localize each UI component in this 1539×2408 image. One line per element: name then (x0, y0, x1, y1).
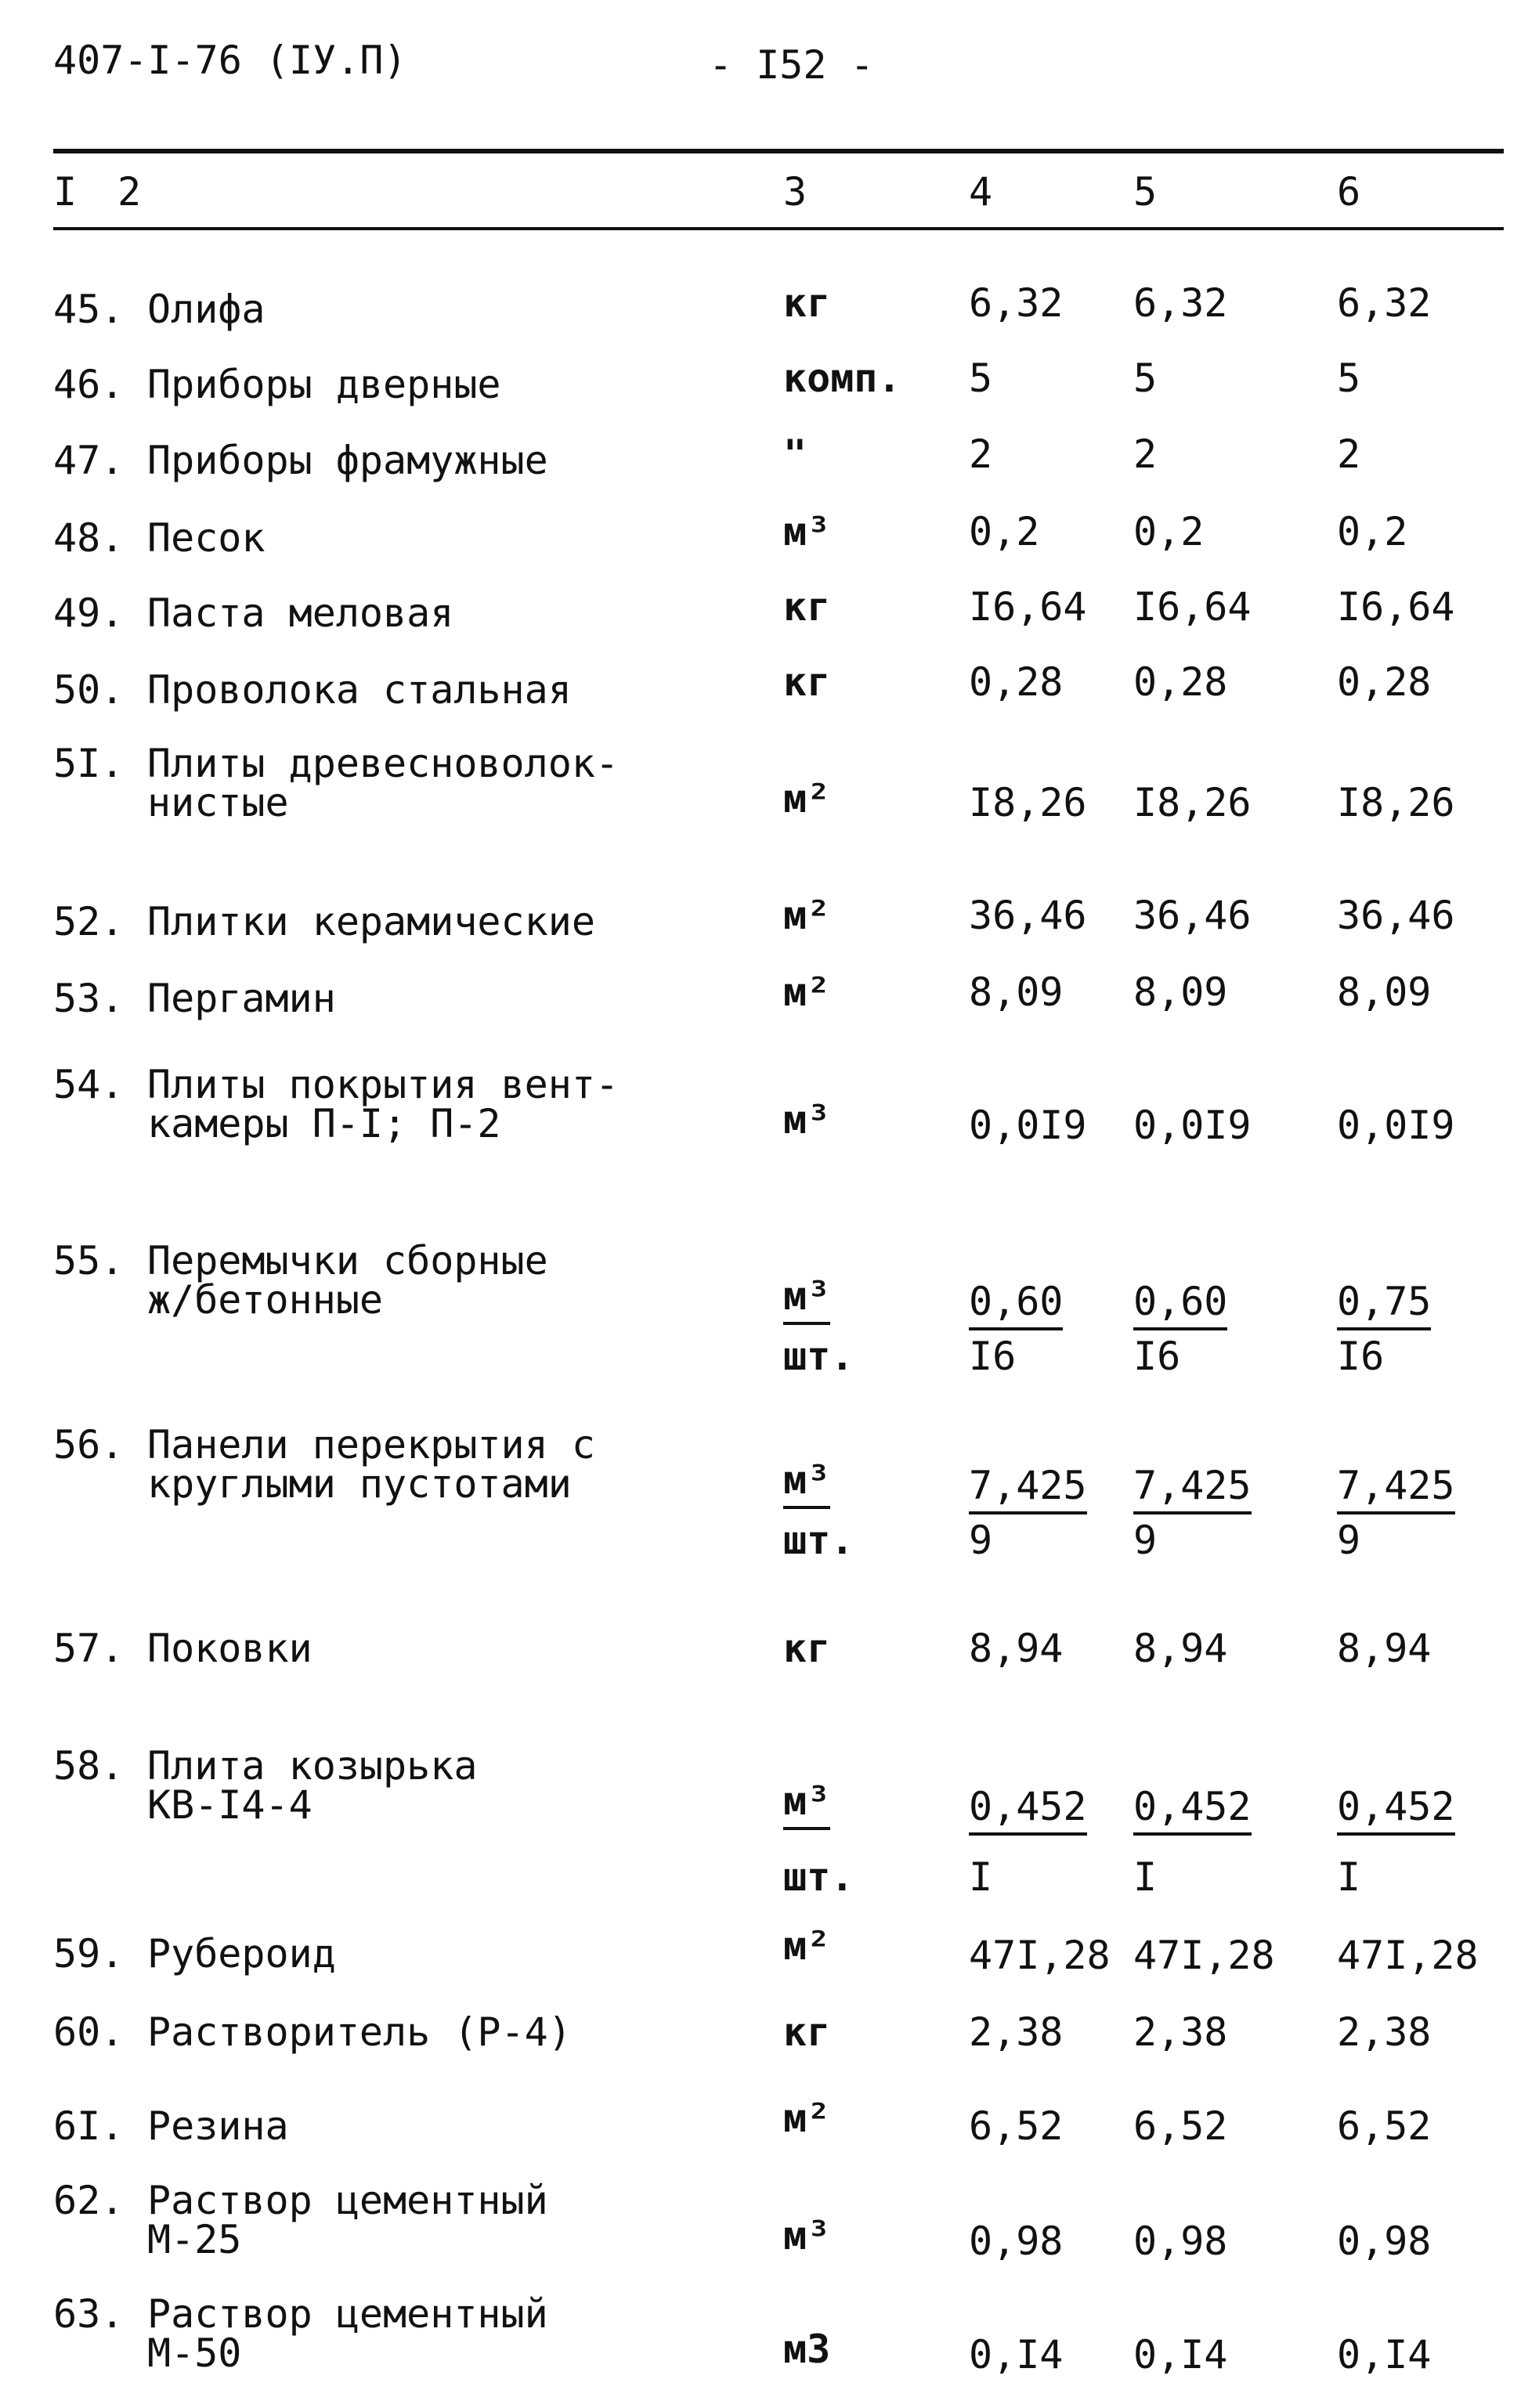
row-number: 54. (53, 1062, 125, 1107)
column-header-2: 2 (117, 169, 142, 215)
material-name: М-50 (147, 2330, 242, 2376)
quantity-cell-v4: 5 (969, 356, 993, 401)
unit-cell: комп. (783, 356, 901, 401)
quantity-cell-v6: 0,2 (1337, 509, 1408, 554)
row-number: 63. (53, 2291, 125, 2337)
row-number: 6I. (53, 2103, 125, 2149)
quantity-cell-v4: 0,0I9 (969, 1103, 1087, 1148)
unit-cell-pieces: шт. (783, 1334, 854, 1379)
row-number: 5I. (53, 741, 125, 786)
pieces-cell-v4: 9 (969, 1518, 993, 1563)
quantity-cell-v6: 0,0I9 (1337, 1103, 1455, 1148)
quantity-cell-v6: 5 (1337, 356, 1361, 401)
material-name: КВ-I4-4 (147, 1782, 312, 1828)
unit-cell: кг (783, 659, 831, 705)
unit-cell-pieces: шт. (783, 1518, 854, 1563)
material-name: камеры П-I; П-2 (147, 1101, 501, 1146)
unit-cell: м³ (783, 1782, 830, 1830)
material-name: Поковки (147, 1626, 312, 1671)
pieces-cell-v5: 9 (1133, 1518, 1158, 1563)
quantity-cell-v6: 6,32 (1337, 280, 1432, 326)
quantity-cell-v5: 0,28 (1133, 659, 1228, 705)
unit-cell: м² (783, 776, 831, 821)
quantity-cell-v6: 8,09 (1337, 969, 1432, 1015)
quantity-cell-v6: 0,28 (1337, 659, 1432, 705)
quantity-cell-v5: 6,32 (1133, 280, 1228, 326)
quantity-cell-v6: 0,I4 (1337, 2332, 1432, 2377)
quantity-cell-v4: 0,28 (969, 659, 1064, 705)
quantity-cell-v4: 6,32 (969, 280, 1064, 326)
pieces-cell-v6: 9 (1337, 1518, 1361, 1563)
material-name: Рубероид (147, 1931, 336, 1977)
quantity-cell-v4: 2 (969, 431, 993, 477)
material-name: Плиты древесноволок- (147, 741, 620, 786)
row-number: 49. (53, 590, 125, 636)
quantity-cell-v6: 0,75 (1337, 1282, 1431, 1330)
quantity-cell-v4: 47I,28 (969, 1933, 1111, 1978)
row-number: 46. (53, 362, 125, 407)
quantity-cell-v5: 0,452 (1133, 1787, 1252, 1836)
material-name: Раствор цементный (147, 2291, 548, 2337)
material-name: Песок (147, 515, 266, 561)
column-header-5: 5 (1133, 169, 1158, 215)
quantity-cell-v6: 0,98 (1337, 2218, 1432, 2264)
quantity-cell-v5: 8,94 (1133, 1626, 1228, 1671)
quantity-cell-v5: 6,52 (1133, 2103, 1228, 2149)
quantity-cell-v5: 2,38 (1133, 2009, 1228, 2055)
quantity-cell-v4: I8,26 (969, 780, 1087, 825)
quantity-cell-v5: 8,09 (1133, 969, 1228, 1015)
quantity-cell-v5: 0,I4 (1133, 2332, 1228, 2377)
quantity-cell-v4: 7,425 (969, 1466, 1087, 1514)
unit-cell: м3 (783, 2327, 831, 2372)
unit-cell: м³ (783, 1460, 830, 1509)
quantity-cell-v5: 36,46 (1133, 893, 1252, 938)
pieces-cell-v5: I (1133, 1854, 1158, 1900)
row-number: 60. (53, 2009, 125, 2055)
quantity-cell-v5: 47I,28 (1133, 1933, 1275, 1978)
quantity-cell-v4: 0,2 (969, 509, 1040, 554)
unit-cell: кг (783, 2009, 831, 2055)
unit-cell: кг (783, 584, 831, 630)
quantity-cell-v6: 6,52 (1337, 2103, 1432, 2149)
row-number: 53. (53, 976, 125, 1021)
material-name: Растворитель (Р-4) (147, 2009, 572, 2055)
material-name: Раствор цементный (147, 2178, 548, 2223)
quantity-cell-v6: 2 (1337, 431, 1361, 477)
unit-cell: м³ (783, 1097, 831, 1143)
quantity-cell-v4: 0,452 (969, 1787, 1087, 1836)
quantity-cell-v6: 47I,28 (1337, 1933, 1479, 1978)
unit-cell: м³ (783, 1276, 830, 1325)
row-number: 59. (53, 1931, 125, 1977)
material-name: ж/бетонные (147, 1277, 384, 1323)
unit-cell: м² (783, 1923, 831, 1969)
material-name: М-25 (147, 2217, 242, 2262)
unit-cell: кг (783, 280, 831, 326)
row-number: 58. (53, 1743, 125, 1789)
pieces-cell-v4: I6 (969, 1334, 1017, 1379)
unit-cell: м² (783, 2096, 831, 2141)
row-number: 62. (53, 2178, 125, 2223)
quantity-cell-v5: I8,26 (1133, 780, 1252, 825)
quantity-cell-v5: I6,64 (1133, 584, 1252, 630)
material-name: Панели перекрытия с (147, 1422, 595, 1468)
row-number: 50. (53, 667, 125, 713)
quantity-cell-v4: 0,60 (969, 1282, 1063, 1330)
quantity-cell-v6: 0,452 (1337, 1787, 1455, 1836)
quantity-cell-v4: 2,38 (969, 2009, 1064, 2055)
unit-cell: кг (783, 1626, 831, 1671)
row-number: 57. (53, 1626, 125, 1671)
row-number: 48. (53, 515, 125, 561)
quantity-cell-v4: 6,52 (969, 2103, 1064, 2149)
row-number: 56. (53, 1422, 125, 1468)
quantity-cell-v4: 0,I4 (969, 2332, 1064, 2377)
material-name: Пергамин (147, 976, 336, 1021)
row-number: 52. (53, 899, 125, 944)
material-name: Олифа (147, 287, 266, 332)
row-number: 47. (53, 438, 125, 483)
material-name: Паста меловая (147, 590, 454, 636)
quantity-cell-v4: 36,46 (969, 893, 1087, 938)
page-number: - I52 - (709, 42, 874, 88)
material-name: Проволока стальная (147, 667, 572, 713)
quantity-cell-v4: 8,09 (969, 969, 1064, 1015)
quantity-cell-v5: 0,98 (1133, 2218, 1228, 2264)
document-code: 407-I-76 (IУ.П) (53, 38, 407, 83)
material-name: круглыми пустотами (147, 1461, 572, 1507)
quantity-cell-v5: 2 (1133, 431, 1158, 477)
material-name: нистые (147, 780, 289, 825)
quantity-cell-v5: 5 (1133, 356, 1158, 401)
quantity-cell-v6: 36,46 (1337, 893, 1455, 938)
column-header-6: 6 (1337, 169, 1361, 215)
material-name: Перемычки сборные (147, 1238, 548, 1283)
pieces-cell-v5: I6 (1133, 1334, 1181, 1379)
quantity-cell-v4: 0,98 (969, 2218, 1064, 2264)
quantity-cell-v4: 8,94 (969, 1626, 1064, 1671)
material-name: Приборы фрамужные (147, 438, 548, 483)
quantity-cell-v6: I8,26 (1337, 780, 1455, 825)
header-bottom-rule (53, 227, 1504, 230)
quantity-cell-v6: 8,94 (1337, 1626, 1432, 1671)
unit-cell: м³ (783, 509, 831, 554)
column-header-4: 4 (969, 169, 993, 215)
quantity-cell-v5: 0,2 (1133, 509, 1205, 554)
unit-cell-pieces: шт. (783, 1854, 854, 1900)
column-header-3: 3 (783, 169, 807, 215)
quantity-cell-v4: I6,64 (969, 584, 1087, 630)
pieces-cell-v6: I6 (1337, 1334, 1385, 1379)
material-name: Плиты покрытия вент- (147, 1062, 620, 1107)
pieces-cell-v4: I (969, 1854, 993, 1900)
unit-cell: " (783, 431, 807, 477)
pieces-cell-v6: I (1337, 1854, 1361, 1900)
quantity-cell-v6: 2,38 (1337, 2009, 1432, 2055)
material-name: Плитки керамические (147, 899, 595, 944)
unit-cell: м³ (783, 2213, 831, 2258)
quantity-cell-v5: 7,425 (1133, 1466, 1252, 1514)
column-header-1: I (53, 169, 78, 215)
material-name: Резина (147, 2103, 289, 2149)
quantity-cell-v5: 0,60 (1133, 1282, 1227, 1330)
quantity-cell-v6: I6,64 (1337, 584, 1455, 630)
quantity-cell-v5: 0,0I9 (1133, 1103, 1252, 1148)
row-number: 55. (53, 1238, 125, 1283)
unit-cell: м² (783, 893, 831, 938)
quantity-cell-v6: 7,425 (1337, 1466, 1455, 1514)
material-name: Приборы дверные (147, 362, 501, 407)
row-number: 45. (53, 287, 125, 332)
unit-cell: м² (783, 969, 831, 1015)
material-name: Плита козырька (147, 1743, 478, 1789)
header-top-rule (53, 149, 1504, 153)
